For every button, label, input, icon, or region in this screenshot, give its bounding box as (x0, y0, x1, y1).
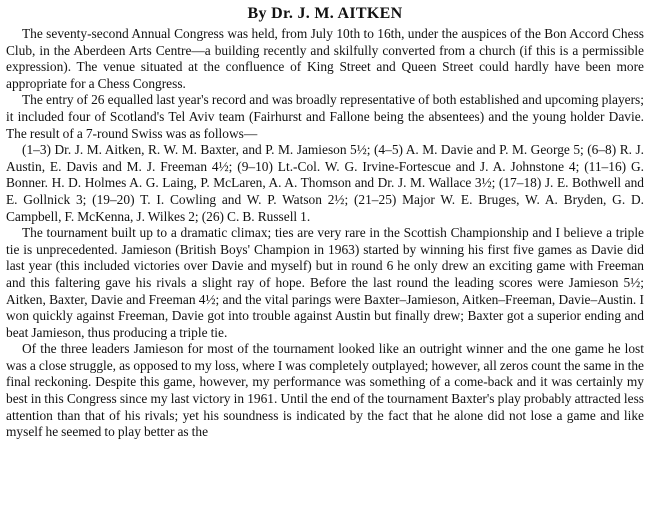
paragraph-results: (1–3) Dr. J. M. Aitken, R. W. M. Baxter, and P. M. Jamieson 5½; (4–5) A. M. Davie and P. M. George 5; (6–8) R. J. Austin, E. Davis and M. J. Freeman 4½; (9–10) Lt.-Col. W. G. Irvine-Fortescue and J. A. Johnstone 4; (11–16) G. Bonner. H. D. Holmes A. G. Laing, P. McLaren, A. A. Thomson and Dr. J. M. Wallace 3½; (17–18) J. E. Bothwell and E. Gollnick 3; (19–20) T. I. Cowling and W. P. Watson 2½; (21–25) Major W. E. Bruges, W. A. Bryden, G. D. Campbell, F. McKenna, J. Wilkes 2; (26) C. B. Russell 1. (6, 142, 644, 224)
paragraph-tournament-climax: The tournament built up to a dramatic climax; ties are very rare in the Scottish Championship and I believe a triple tie is unprecedented. Jamieson (British Boys' Champion in 1963) started by winning his first five games as Davie did last year (this included victories over Davie and myself) but in round 6 he only drew an exciting game with Freeman and this faltering gave his rivals a slight ray of hope. Before the last round the leading scores were Jamieson 5½; Aitken, Baxter, Davie and Freeman 4½; and the vital parings were Baxter–Jamieson, Aitken–Freeman, Davie–Austin. I won quickly against Freeman, Davie got into trouble against Austin but finally drew; Baxter got a superior ending and beat Jamieson, thus producing a triple tie. (6, 225, 644, 340)
paragraph-congress-venue: The seventy-second Annual Congress was held, from July 10th to 16th, under the auspices of the Bon Accord Chess Club, in the Aberdeen Arts Centre—a building recently and skilfully converted from a church (if this is a permissible expression). The venue situated at the confluence of King Street and Queen Street could hardly have been more appropriate for a Chess Congress. (6, 26, 644, 91)
paragraph-three-leaders: Of the three leaders Jamieson for most of the tournament looked like an outright winner and the one game he lost was a close struggle, as opposed to my loss, where I was completely outplayed; however, all zeros count the same in the final reckoning. Despite this game, however, my performance was something of a come-back and it was certainly my best in this Congress since my last victory in 1961. Until the end of the tournament Baxter's play probably attracted less attention than that of his rivals; yet his soundness is indicated by the fact that he alone did not lose a game and like myself he seemed to play better as the (6, 341, 644, 440)
paragraph-entry: The entry of 26 equalled last year's record and was broadly representative of both established and upcoming players; it included four of Scotland's Tel Aviv team (Fairhurst and Fallone being the absentees) and the young holder Davie. The result of a 7-round Swiss was as follows— (6, 92, 644, 141)
article-byline: By Dr. J. M. AITKEN (247, 5, 403, 22)
